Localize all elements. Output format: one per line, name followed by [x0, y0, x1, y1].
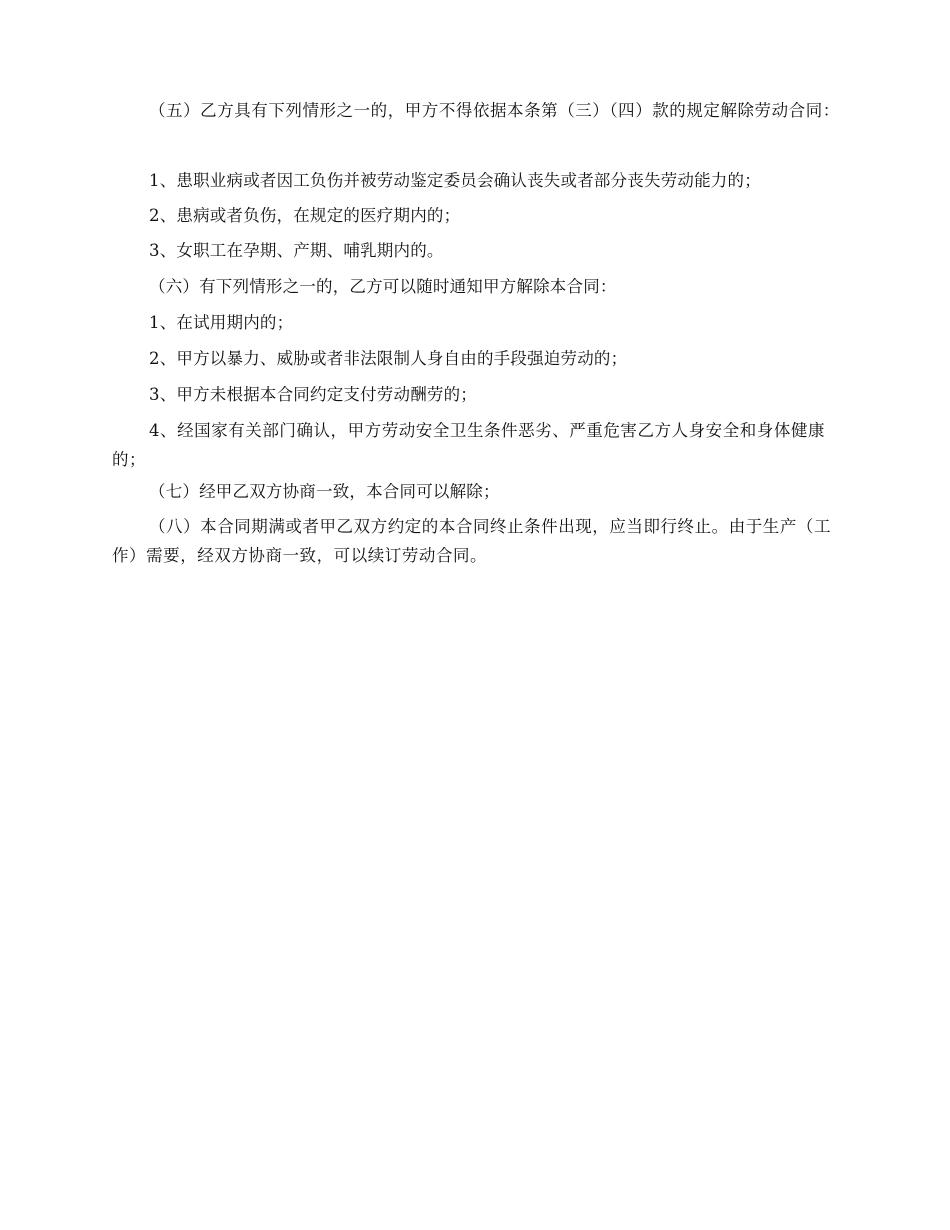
- paragraph-clause-6-item-1: 1、在试用期内的；: [149, 313, 294, 332]
- paragraph-clause-6: （六）有下列情形之一的，乙方可以随时通知甲方解除本合同：: [149, 277, 617, 296]
- paragraph-clause-7: （七）经甲乙双方协商一致，本合同可以解除；: [149, 482, 500, 501]
- paragraph-clause-6-item-4: 4、经国家有关部门确认，甲方劳动安全卫生条件恶劣、严重危害乙方人身安全和身体健康的；: [112, 421, 825, 469]
- paragraph-clause-5-item-2: 2、患病或者负伤，在规定的医疗期内的；: [149, 206, 461, 225]
- paragraph-clause-6-item-2: 2、甲方以暴力、威胁或者非法限制人身自由的手段强迫劳动的；: [149, 349, 628, 368]
- paragraph-clause-6-item-3: 3、甲方未根据本合同约定支付劳动酬劳的；: [149, 385, 477, 404]
- paragraph-clause-5-item-1: 1、患职业病或者因工负伤并被劳动鉴定委员会确认丧失或者部分丧失劳动能力的；: [149, 171, 761, 190]
- paragraph-clause-5: （五）乙方具有下列情形之一的，甲方不得依据本条第（三）（四）款的规定解除劳动合同：: [149, 101, 840, 120]
- paragraph-clause-8: （八）本合同期满或者甲乙双方约定的本合同终止条件出现，应当即行终止。由于生产（工作）需要，经双方协商一致，可以续订劳动合同。: [112, 517, 831, 565]
- paragraph-clause-5-item-3: 3、女职工在孕期、产期、哺乳期内的。: [149, 241, 444, 260]
